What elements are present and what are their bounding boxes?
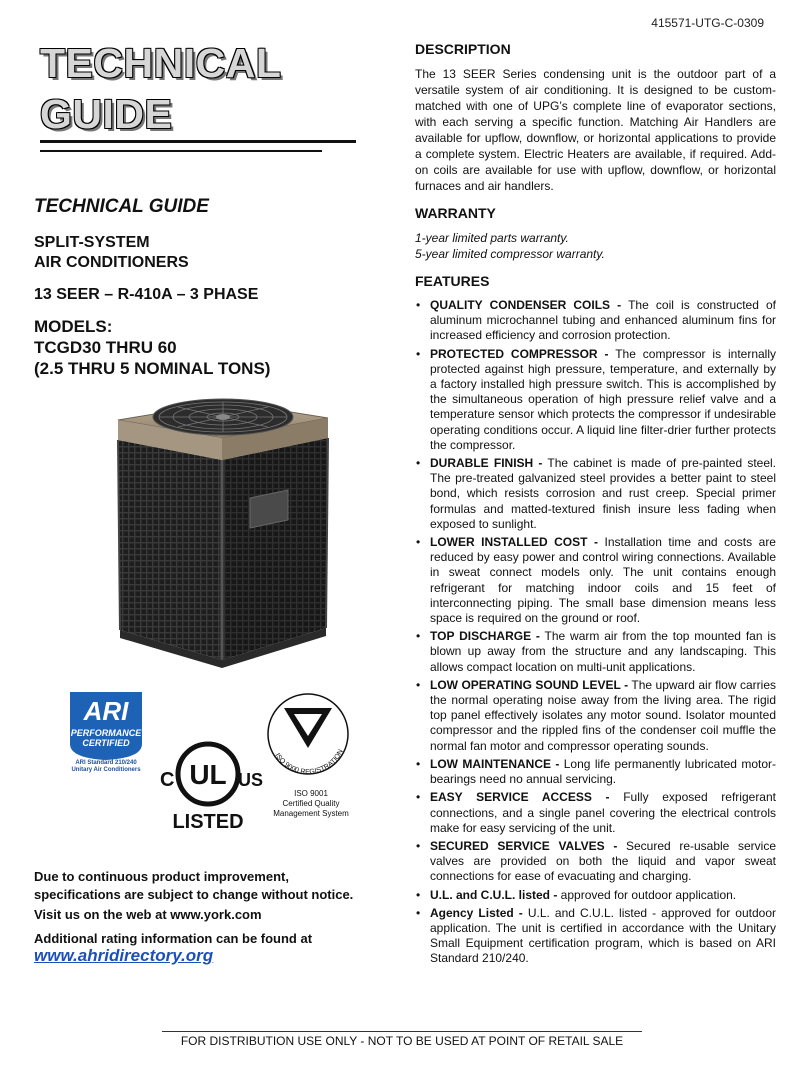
ahri-directory-link[interactable]: www.ahridirectory.org — [34, 946, 214, 965]
list-item: • TOP DISCHARGE - The warm air from the top mounted fan is blown up away from the structure and any landscaping. This allows compact location on multi-unit applications. — [416, 629, 777, 674]
footer-rule — [162, 1031, 642, 1032]
product-type — [34, 233, 189, 273]
list-item: • DURABLE FINISH - The cabinet is made of pre-painted steel. The pre-treated galvanized steel provides a better paint to steel bond, which resists corrosion and rust creep. Special primer formulas and matted-textured finish insure less fading when exposed to sunlight. — [416, 456, 776, 531]
ari-caption-line-1: ARI Standard 210/240 — [75, 760, 137, 766]
list-item: • LOW MAINTENANCE - Long life permanently lubricated motor-bearings need no annual servicing. — [416, 756, 776, 787]
models-block — [34, 316, 270, 379]
description-text: The 13 SEER Series condensing unit is the outdoor part of a versatile system of air conditioning. It is designed to be custom-matched with one of UPG’s complete line of evaporator sections, with each serving a specific function. Matching Air Handlers are available for upflow, downflow, or horizontal applications to provide a complete system. Electric Heaters are available, if required. Add-on coils are available for use with upflow, downflow, or horizontal furnaces and air handlers. — [415, 67, 776, 193]
right-column — [415, 40, 776, 970]
title-line-2: GUIDE — [40, 91, 173, 137]
title-rule-thin — [40, 150, 322, 152]
features-heading: FEATURES — [415, 273, 490, 289]
list-item: • EASY SERVICE ACCESS - Fully exposed refrigerant connections, and a single panel covering the electrical controls make for easy servicing of the unit. — [416, 790, 776, 835]
ari-performance: PERFORMANCE — [70, 728, 142, 738]
change-notice: Due to continuous product improvement, specifications are subject to change without notice. — [34, 869, 354, 902]
website-notice: Visit us on the web at www.york.com — [34, 907, 262, 922]
models-label: MODELS: — [34, 317, 113, 336]
condensing-unit-photo — [110, 380, 360, 670]
warranty-parts: 1-year limited parts warranty. — [415, 231, 569, 245]
ul-mark: UL — [189, 759, 227, 790]
iso-ring-text: ISO 9000 REGISTRATION — [273, 748, 345, 776]
list-item: • LOW OPERATING SOUND LEVEL - The upward air flow carries the normal operating noise away from the living area. The rigid top panel effectively isolates any motor sound. Isolator mounted compressor and the rippled fins of the condenser coil muffle the normal fan motor and compressor operating sounds. — [416, 677, 776, 753]
list-item: • LOWER INSTALLED COST - Installation time and costs are reduced by easy power and control wiring connections. Available in sweat connect models only. The unit contains enough refrigerant for matching indoor coils and 15 feet of interconnecting piping. The small base dimension means less space is required on the ground or roof. — [416, 535, 776, 626]
ul-c: C — [160, 769, 175, 791]
subtitle: TECHNICAL GUIDE — [34, 196, 209, 217]
ul-us: US — [238, 770, 264, 790]
ul-listed: LISTED — [172, 811, 244, 833]
iso-caption-line-1: ISO 9001 — [294, 789, 328, 798]
ul-listed-logo — [152, 738, 264, 834]
warranty-heading: WARRANTY — [415, 205, 496, 221]
iso-caption — [266, 789, 356, 819]
ari-word: ARI — [83, 696, 129, 726]
title-line-1: TECHNICAL — [40, 40, 282, 86]
iso-caption-line-3: Management System — [273, 809, 349, 818]
list-item: • U.L. and C.U.L. listed - approved for outdoor application. — [416, 887, 737, 902]
list-item: • Agency Listed - U.L. and C.U.L. listed - approved for outdoor application. The unit is certified in accordance with the Unitary Small Equipment certification program, which is based on ARI Standard 210/240. — [416, 905, 776, 966]
models-tons: (2.5 THRU 5 NOMINAL TONS) — [34, 359, 271, 378]
list-item: • QUALITY CONDENSER COILS - The coil is constructed of aluminum microchannel tubing and enhanced aluminum fins for increased efficiency and corrosion protection. — [416, 298, 777, 343]
document-id: 415571-UTG-C-0309 — [651, 16, 764, 30]
ari-caption-line-2: Unitary Air Conditioners — [71, 767, 141, 773]
page-title — [40, 38, 281, 140]
models-range: TCGD30 THRU 60 — [34, 338, 177, 357]
list-item: • PROTECTED COMPRESSOR - The compressor is internally protected against high pressure, temperature, and externally by a factory installed high pressure switch. This is accomplished by the simultaneous operation of high pressure relief valve and a temperature sensor which protects the compressor if undesirable operating conditions occur. A liquid line filter-drier further protects the compressor. — [416, 346, 776, 452]
features-list — [415, 298, 776, 967]
product-type-line-2: AIR CONDITIONERS — [34, 254, 189, 271]
iso-registration-logo — [258, 686, 358, 786]
ari-certified: CERTIFIED — [82, 738, 130, 748]
description-heading: DESCRIPTION — [415, 41, 511, 57]
warranty-compressor: 5-year limited compressor warranty. — [415, 247, 605, 261]
rating-info-notice: Additional rating information can be found at — [34, 931, 313, 946]
title-rule-thick — [40, 140, 356, 143]
product-type-line-1: SPLIT-SYSTEM — [34, 234, 150, 251]
ari-caption — [60, 760, 152, 774]
iso-caption-line-2: Certified Quality — [282, 799, 340, 808]
list-item: • SECURED SERVICE VALVES - Secured re-usable service valves are provided on both the liquid and vapor sweat connections for ease of evacuating and charging. — [416, 838, 777, 884]
distribution-footer: FOR DISTRIBUTION USE ONLY - NOT TO BE USED AT POINT OF RETAIL SALE — [180, 1034, 624, 1048]
seer-rating: 13 SEER – R-410A – 3 PHASE — [34, 286, 259, 303]
